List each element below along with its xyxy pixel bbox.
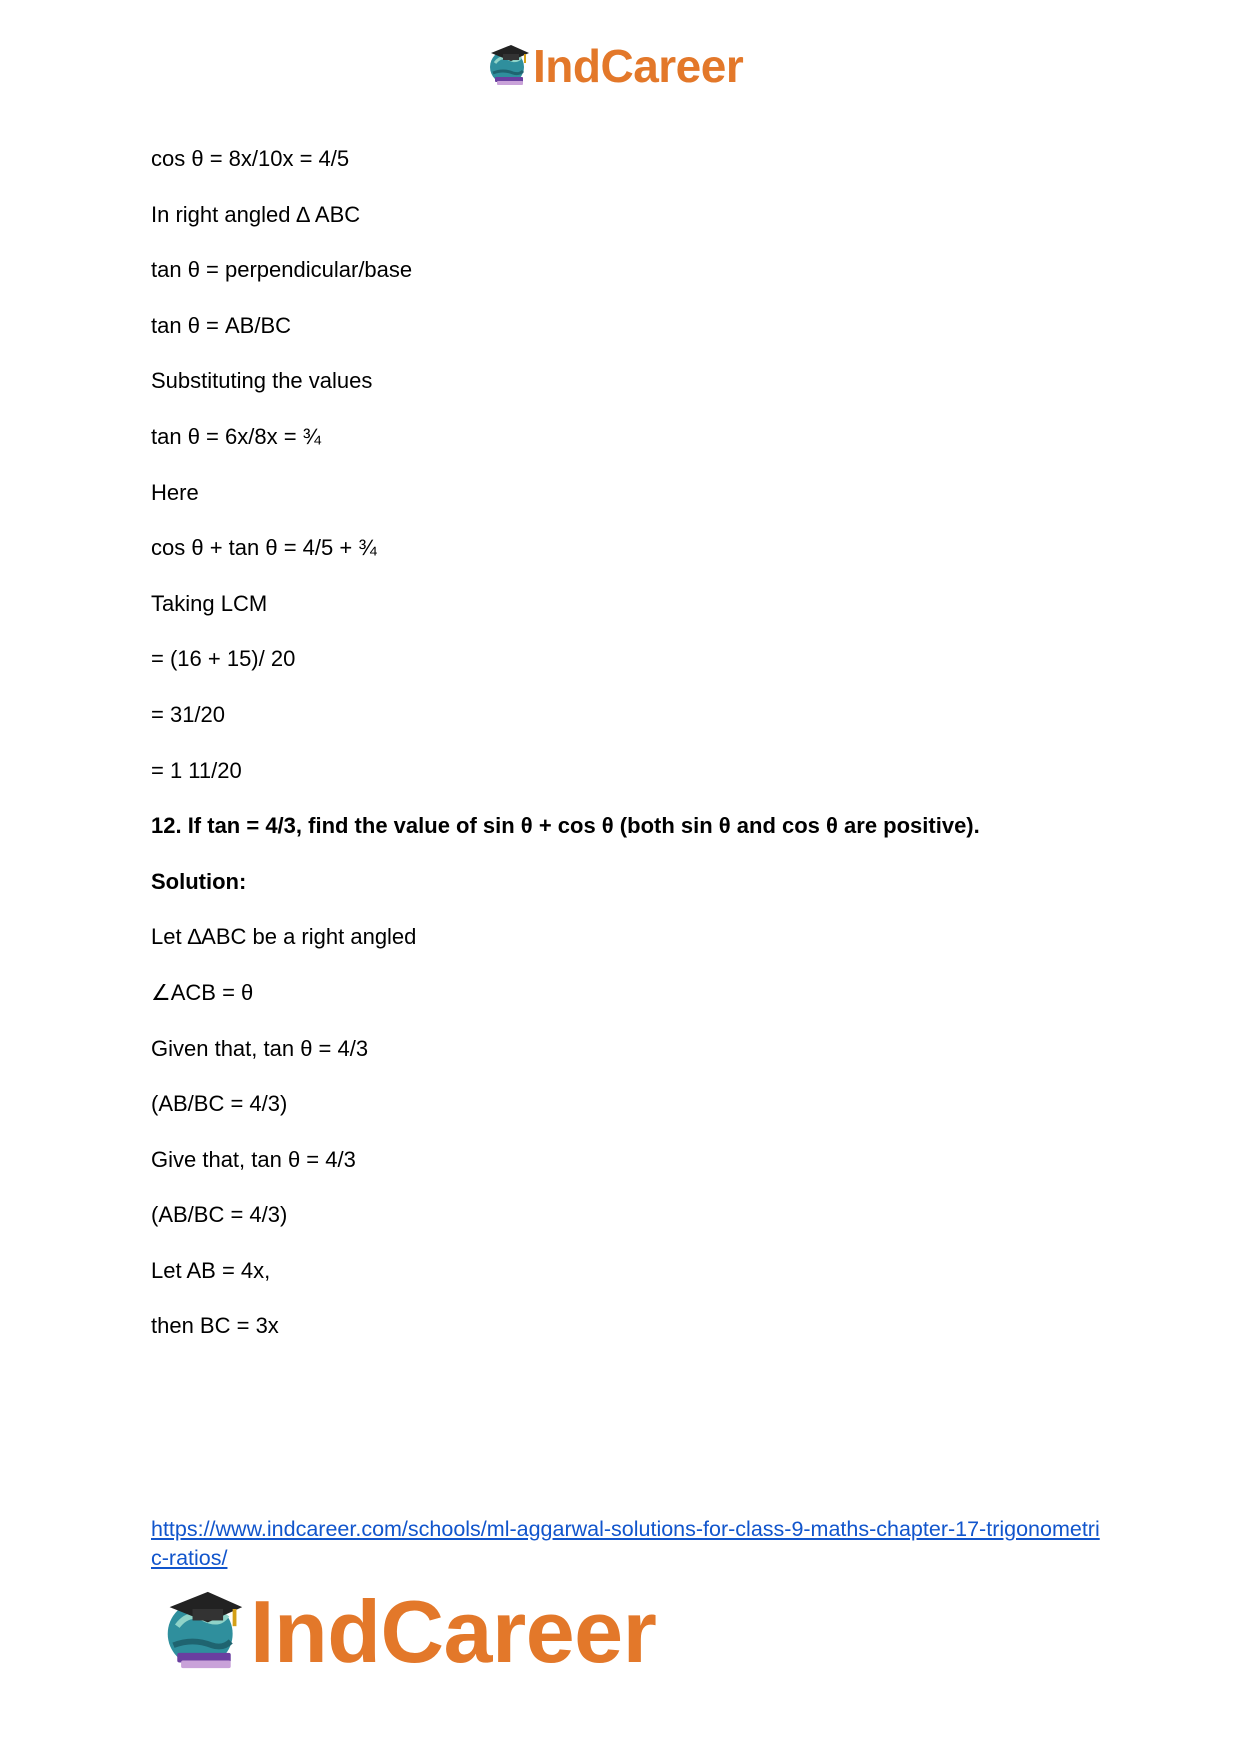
solution-text-line: (AB/BC = 4/3) (151, 1202, 288, 1228)
question-text-line: 12. If tan = 4/3, find the value of sin θ + cos θ (both sin θ and cos θ are positive). (151, 813, 980, 839)
footer-logo-text: IndCareer (250, 1582, 657, 1681)
solution-text-line: then BC = 3x (151, 1313, 279, 1339)
question-text-line: Solution: (151, 868, 247, 894)
solution-text-line: cos θ = 8x/10x = 4/5 (151, 146, 350, 171)
solution-text-line: Give that, tan θ = 4/3 (151, 1146, 356, 1172)
solution-text-line: tan θ = 6x/8x = ¾ (151, 423, 322, 449)
source-url-link[interactable]: https://www.indcareer.com/schools/ml-aggarwal-solutions-for-class-9-maths-chapter-17-trigonometric-ratios/ (151, 1517, 1100, 1570)
solution-text-line: Taking LCM (151, 590, 268, 616)
solution-text-line: Substituting the values (151, 368, 373, 394)
solution-text-line: cos θ + tan θ = 4/5 + ¾ (151, 535, 377, 561)
solution-text-line: tan θ = AB/BC (151, 312, 292, 338)
solution-text-line: ∠ACB = θ (151, 979, 254, 1005)
solution-text-line: Let AB = 4x, (151, 1257, 271, 1283)
logo-globe-icon (162, 1588, 246, 1672)
footer-logo (162, 1582, 657, 1681)
solution-text-line: tan θ = perpendicular/base (151, 257, 413, 283)
solution-text-line: In right angled ∆ ABC (151, 201, 361, 227)
solution-text-line: (AB/BC = 4/3) (151, 1091, 288, 1117)
solution-text-line: = 1 11/20 (151, 757, 242, 783)
solution-content (151, 146, 1101, 1369)
solution-text-line: Here (151, 479, 199, 505)
logo-globe-icon (487, 43, 531, 87)
solution-text-line: = 31/20 (151, 701, 226, 727)
header-logo-text: IndCareer (533, 40, 744, 92)
solution-text-line: = (16 + 15)/ 20 (151, 646, 296, 672)
solution-text-line: Let ∆ABC be a right angled (151, 924, 417, 950)
solution-text-line: Given that, tan θ = 4/3 (151, 1035, 369, 1061)
header-logo (487, 40, 743, 90)
